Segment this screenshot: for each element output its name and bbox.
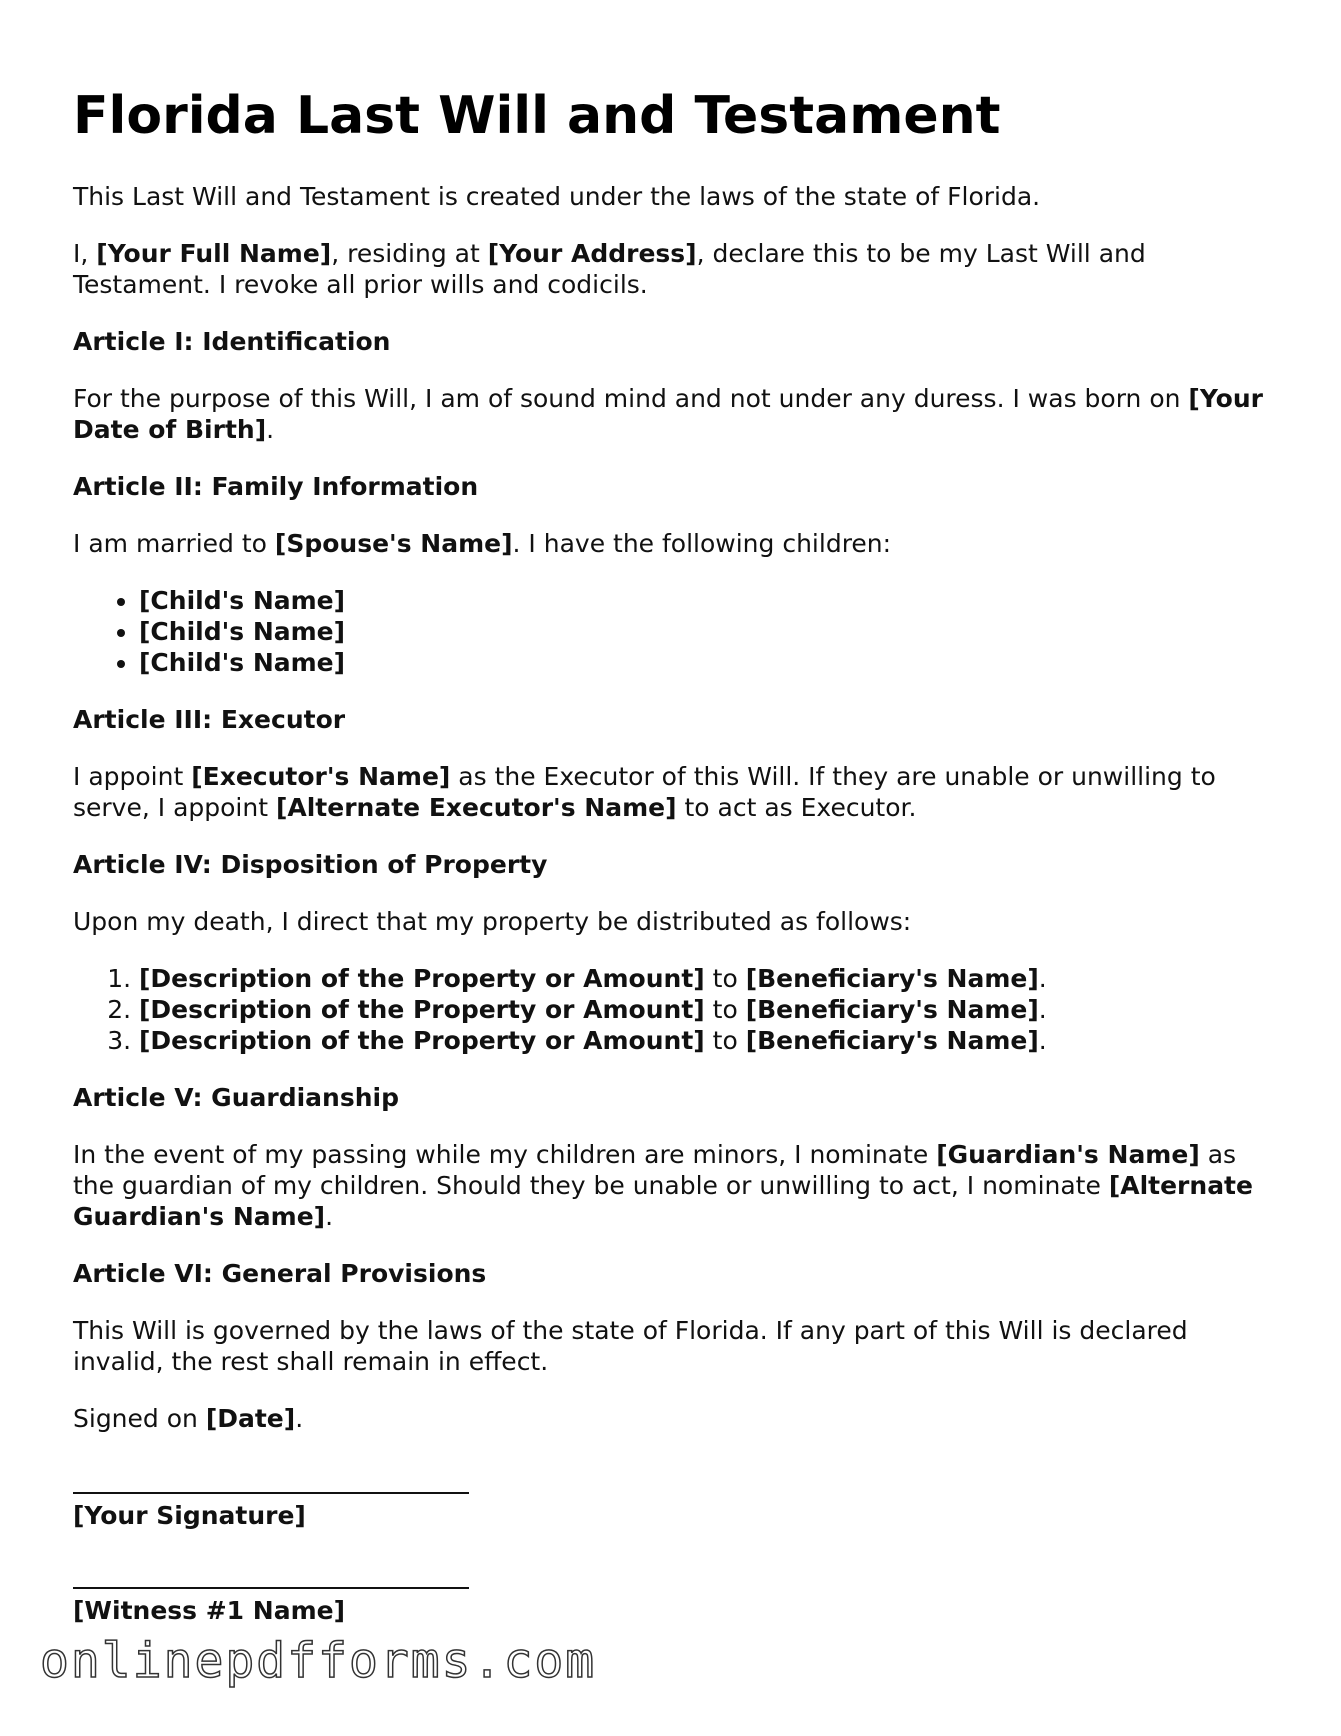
guardian-placeholder: [Guardian's Name] bbox=[936, 1140, 1200, 1170]
article-6-heading: Article VI: General Provisions bbox=[73, 1259, 487, 1289]
signature-block bbox=[73, 1464, 1273, 1626]
list-item: 3. [Description of the Property or Amount] to [Beneficiary's Name]. bbox=[139, 1025, 1273, 1056]
signature-line[interactable] bbox=[73, 1464, 469, 1494]
article-3-heading: Article III: Executor bbox=[73, 705, 346, 735]
full-name-placeholder: [Your Full Name] bbox=[96, 239, 332, 269]
property-list bbox=[73, 963, 1273, 1056]
dob-placeholder: [Your Date of Birth] bbox=[73, 384, 1263, 445]
will-document bbox=[73, 88, 1273, 1626]
declaration-paragraph: I, [Your Full Name], residing at [Your Address], declare this to be my Last Will and Testament. I revoke all prior wills and codicils. bbox=[73, 239, 1146, 300]
article-1-heading: Article I: Identification bbox=[73, 327, 391, 357]
children-list bbox=[73, 585, 1273, 678]
list-item: • [Child's Name] bbox=[139, 585, 1273, 616]
signed-on-line: Signed on [Date]. bbox=[73, 1404, 304, 1434]
article-3-text: I appoint [Executor's Name] as the Executor of this Will. If they are unable or unwilling to serve, I appoint [Alternate Executor's Name] to act as Executor. bbox=[73, 762, 1216, 823]
alternate-executor-placeholder: [Alternate Executor's Name] bbox=[275, 793, 677, 823]
article-4-intro: Upon my death, I direct that my property be distributed as follows: bbox=[73, 907, 912, 937]
list-item: • [Child's Name] bbox=[139, 647, 1273, 678]
article-4-heading: Article IV: Disposition of Property bbox=[73, 850, 548, 880]
list-item: • [Child's Name] bbox=[139, 616, 1273, 647]
intro-paragraph: This Last Will and Testament is created under the laws of the state of Florida. bbox=[73, 182, 1041, 212]
list-item: 2. [Description of the Property or Amount] to [Beneficiary's Name]. bbox=[139, 994, 1273, 1025]
date-placeholder: [Date] bbox=[205, 1404, 296, 1434]
list-item: 1. [Description of the Property or Amount] to [Beneficiary's Name]. bbox=[139, 963, 1273, 994]
executor-placeholder: [Executor's Name] bbox=[191, 762, 451, 792]
article-2-text: I am married to [Spouse's Name]. I have the following children: bbox=[73, 529, 892, 559]
article-5-heading: Article V: Guardianship bbox=[73, 1083, 399, 1113]
witness-1-line[interactable] bbox=[73, 1559, 469, 1589]
alternate-guardian-placeholder: [Alternate Guardian's Name] bbox=[73, 1171, 1253, 1232]
article-6-text: This Will is governed by the laws of the state of Florida. If any part of this Will is declared invalid, the rest shall remain in effect. bbox=[73, 1316, 1188, 1377]
witness-1-label: [Witness #1 Name] bbox=[73, 1596, 346, 1626]
article-5-text: In the event of my passing while my children are minors, I nominate [Guardian's Name] as the guardian of my children. Should they be unable or unwilling to act, I nominate [Alternate Guardian's Name]. bbox=[73, 1140, 1253, 1232]
article-1-text: For the purpose of this Will, I am of sound mind and not under any duress. I was born on [Your Date of Birth]. bbox=[73, 384, 1263, 445]
spouse-placeholder: [Spouse's Name] bbox=[274, 529, 513, 559]
document-title: Florida Last Will and Testament bbox=[73, 86, 1001, 146]
article-2-heading: Article II: Family Information bbox=[73, 472, 479, 502]
watermark: onlinepdfforms.com bbox=[40, 1633, 597, 1689]
address-placeholder: [Your Address] bbox=[487, 239, 697, 269]
signature-label: [Your Signature] bbox=[73, 1501, 306, 1531]
